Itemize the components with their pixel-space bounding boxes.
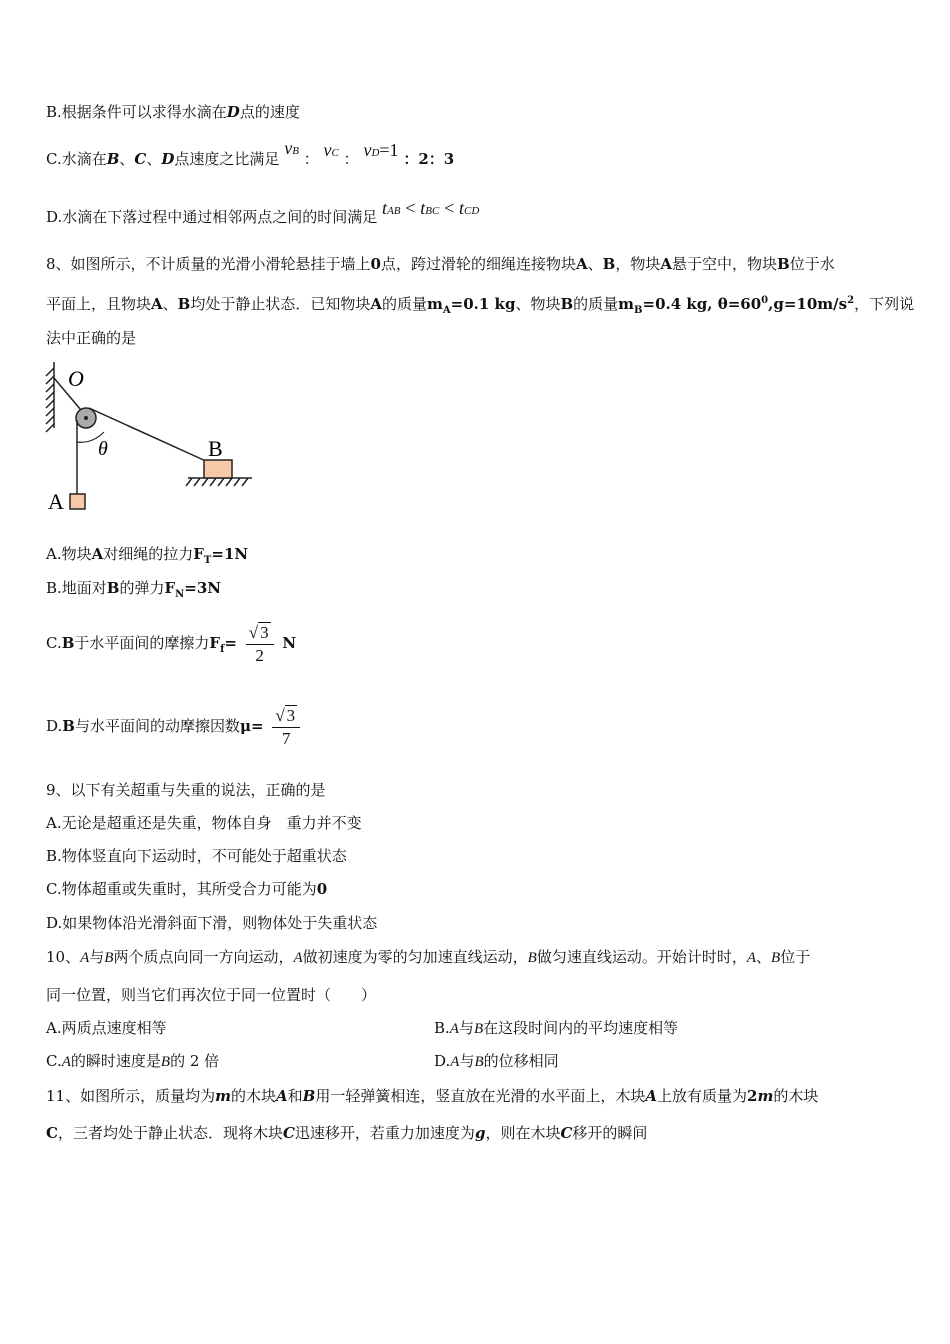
wall xyxy=(46,362,54,432)
q10-var: B xyxy=(771,950,781,966)
q11-var: C xyxy=(282,1124,295,1142)
vb-symbol: v xyxy=(284,138,293,158)
fraction-sqrt3-over-7 xyxy=(272,705,300,750)
q11-var: A xyxy=(275,1087,288,1105)
q8-option-c xyxy=(46,615,296,678)
q10-var: A xyxy=(293,950,303,966)
q11-text: 用一轻弹簧相连，竖直放在光滑的水平面上，木块 xyxy=(315,1087,646,1105)
q10-var: A xyxy=(450,1054,460,1070)
sqrt-symbol: √ 3 xyxy=(275,705,296,725)
q8-opt-text: A.物块 xyxy=(46,545,92,563)
q11-text: 的木块 xyxy=(773,1087,819,1105)
t-symbol: t xyxy=(459,198,465,218)
q8-text: 平面上，且物块 xyxy=(46,295,152,313)
q8-text: 、 xyxy=(587,255,603,273)
q7-colon: ： xyxy=(303,150,319,168)
q7-colon: ： xyxy=(343,150,359,168)
q10-opt-text: 在这段时间内的平均速度相等 xyxy=(483,1019,679,1037)
q11-bold: C xyxy=(46,1124,58,1142)
q10-var: B xyxy=(474,1054,484,1070)
q8-option-d xyxy=(46,698,304,754)
q8-stem-line2 xyxy=(46,291,914,321)
q7-option-b xyxy=(46,102,300,122)
q9-option-d xyxy=(46,913,377,933)
q8-opt-text: C. xyxy=(46,634,62,652)
q8-opt-bold: F xyxy=(164,579,176,597)
q11-text: ，则在木块 xyxy=(485,1124,561,1142)
q8-text: 均处于静止状态．已知物块 xyxy=(190,295,371,313)
q8-mass-a: m xyxy=(427,295,443,313)
q10-var: A xyxy=(80,950,90,966)
q8-opt-bold: = xyxy=(224,634,237,652)
q11-text: 和 xyxy=(287,1087,303,1105)
label-a: A xyxy=(48,489,64,514)
q8-text: 、 xyxy=(162,295,178,313)
q10-stem-line2 xyxy=(46,985,376,1005)
q10-opt-text: 与 xyxy=(458,1019,474,1037)
t-symbol: t xyxy=(382,198,388,218)
q8-sub: B xyxy=(634,305,643,316)
q9-stem xyxy=(46,780,326,800)
q8-option-a xyxy=(46,544,248,571)
q8-opt-sub: N xyxy=(175,589,185,600)
q8-text: 的质量 xyxy=(382,295,428,313)
q8-opt-unit: N xyxy=(282,634,297,652)
q8-bold: B xyxy=(602,255,616,273)
ground xyxy=(186,478,252,486)
q8-opt-bold: μ= xyxy=(239,717,264,735)
q10-text: 、 xyxy=(756,948,772,966)
pulley-axle xyxy=(84,416,88,420)
q8-text: 点，跨过滑轮的细绳连接物块 xyxy=(380,255,576,273)
q7-option-c-mid: 点速度之比满足 xyxy=(174,150,280,168)
q8-opt-bold: B xyxy=(62,717,75,735)
q7-velocity-ratio xyxy=(284,140,304,158)
q8-gravity: ,g=10m/s xyxy=(768,295,848,313)
q10-var: A xyxy=(746,950,757,966)
q11-var: m xyxy=(215,1087,231,1105)
q10-text: 两个质点向同一方向运动， xyxy=(113,948,294,966)
q8-opt-bold: F xyxy=(209,634,221,652)
q7-sep: 、 xyxy=(119,150,135,168)
q10-option-b xyxy=(434,1018,678,1039)
q10-opt-text: 的瞬时速度是 xyxy=(70,1052,161,1070)
q8-opt-sub: f xyxy=(220,644,225,655)
q8-sup: 2 xyxy=(847,295,855,306)
q7-vd xyxy=(363,142,403,160)
q10-opt-text: 的 2 倍 xyxy=(170,1052,220,1070)
q7-option-c-pre: C.水滴在 xyxy=(46,150,107,168)
q10-text: 同一位置，则当它们再次位于同一位置时（ ） xyxy=(46,986,377,1004)
q7-point-d: D xyxy=(161,150,175,168)
q10-var: B xyxy=(527,950,537,966)
q10-text: 位于 xyxy=(780,948,811,966)
t-symbol: t xyxy=(420,198,426,218)
q8-text: ，物块 xyxy=(615,255,661,273)
q11-text: 迅速移开，若重力加速度为 xyxy=(294,1124,475,1142)
q8-bold: B xyxy=(777,255,790,273)
q11-stem-line1 xyxy=(46,1086,818,1106)
sqrt-symbol: √ 3 xyxy=(248,622,269,642)
q9-opt-text: C.物体超重或失重时，其所受合力可能为 xyxy=(46,880,317,898)
q10-opt-text: D. xyxy=(434,1052,451,1070)
q7-vc xyxy=(324,142,344,160)
q11-text: ，三者均处于静止状态．现将木块 xyxy=(57,1124,283,1142)
q8-option-b xyxy=(46,578,221,605)
q8-opt-bold: =3N xyxy=(184,579,222,597)
q9-stem-text: 9、以下有关超重与失重的说法，正确的是 xyxy=(46,781,326,799)
q8-opt-text: 的弹力 xyxy=(119,579,165,597)
q9-option-b xyxy=(46,846,347,866)
q10-stem-line1 xyxy=(46,947,810,968)
q11-var: A xyxy=(645,1087,657,1105)
q8-opt-sub: T xyxy=(203,555,212,566)
q7-option-b-tail: 点的速度 xyxy=(239,103,300,121)
q8-bold: B xyxy=(560,295,574,313)
q8-sup: 0 xyxy=(761,295,769,306)
vd-sub: D xyxy=(371,147,380,159)
q11-var: m xyxy=(757,1087,774,1105)
q9-opt-bold: 0 xyxy=(316,880,328,898)
lt-sign: < xyxy=(444,198,455,218)
q7-option-d xyxy=(46,198,480,229)
t-sub: BC xyxy=(425,205,440,217)
q7-option-c xyxy=(46,138,455,171)
t-sub: CD xyxy=(464,205,480,217)
vd-symbol: v xyxy=(363,140,372,160)
q8-opt-text: 对细绳的拉力 xyxy=(103,545,194,563)
q10-option-c xyxy=(46,1051,219,1072)
label-theta: θ xyxy=(98,438,108,460)
block-a xyxy=(70,494,85,509)
q10-opt-text: C. xyxy=(46,1052,62,1070)
vd-eq: =1 xyxy=(379,140,399,160)
q8-mass-b: m xyxy=(618,295,635,313)
q10-opt-text: 与 xyxy=(459,1052,475,1070)
q8-opt-bold: F xyxy=(193,545,204,563)
q8-opt-bold: =1N xyxy=(211,545,249,563)
q11-var: B xyxy=(302,1087,316,1105)
fraction-sqrt3-over-2 xyxy=(246,622,274,667)
q10-var: B xyxy=(160,1054,171,1070)
vb-sub: B xyxy=(292,145,299,157)
q11-text: 移开的瞬间 xyxy=(572,1124,648,1142)
q8-bold: A xyxy=(370,295,383,313)
q8-text: 悬于空中，物块 xyxy=(672,255,778,273)
vc-symbol: v xyxy=(323,140,332,160)
label-o: O xyxy=(68,366,84,391)
q8-pulley-figure xyxy=(40,360,270,520)
t-sub: AB xyxy=(387,205,401,217)
q7-option-b-text: B.根据条件可以求得水滴在 xyxy=(46,103,227,121)
q9-option-c xyxy=(46,879,327,899)
q8-text: ，下列说 xyxy=(854,295,915,313)
radicand: 3 xyxy=(286,705,296,725)
block-b xyxy=(204,460,232,478)
q11-stem-line2 xyxy=(46,1123,647,1143)
q11-text: 上放有质量为 xyxy=(656,1087,747,1105)
q7-point-b: B xyxy=(106,150,120,168)
vc-sub: C xyxy=(331,147,339,159)
q8-bold: A xyxy=(660,255,672,273)
q8-bold: A xyxy=(576,255,588,273)
q8-sub: A xyxy=(442,305,451,316)
q10-text: 做初速度为零的匀加速直线运动， xyxy=(302,948,528,966)
q8-mass-b-val: =0.4 kg, θ=60 xyxy=(642,295,762,313)
q10-var: A xyxy=(61,1054,71,1070)
q9-opt-text: D.如果物体沿光滑斜面下滑，则物体处于失重状态 xyxy=(46,914,378,932)
q8-text: 的质量 xyxy=(573,295,619,313)
q7-option-c-tail: ：2：3 xyxy=(403,150,455,168)
q9-option-a xyxy=(46,813,362,833)
q11-text: 11、如图所示，质量均为 xyxy=(46,1087,216,1105)
q7-option-b-point: D xyxy=(226,103,240,121)
q10-text: 做匀速直线运动。开始计时时， xyxy=(536,948,747,966)
q9-opt-text: A.无论是超重还是失重，物体自身 重力并不变 xyxy=(46,814,362,832)
q10-var: B xyxy=(104,950,114,966)
q10-text: 与 xyxy=(89,948,105,966)
q8-mass-a-val: =0.1 kg xyxy=(450,295,516,313)
q8-bold: 0 xyxy=(370,255,381,273)
q10-option-d xyxy=(434,1051,559,1072)
q8-opt-text: 与水平面间的动摩擦因数 xyxy=(74,717,240,735)
q8-opt-text: D. xyxy=(46,717,63,735)
q7-sep: 、 xyxy=(146,150,162,168)
label-b: B xyxy=(208,436,223,461)
q10-var: B xyxy=(473,1021,484,1037)
q8-text: 位于水 xyxy=(789,255,835,273)
q11-bold: 2 xyxy=(747,1087,758,1105)
q8-text: 法中正确的是 xyxy=(46,329,137,347)
q8-opt-bold: B xyxy=(106,579,120,597)
q11-var: g xyxy=(474,1124,486,1142)
q8-text: 8、如图所示，不计质量的光滑小滑轮悬挂于墙上 xyxy=(46,255,371,273)
q11-text: 的木块 xyxy=(230,1087,276,1105)
q10-var: A xyxy=(449,1021,459,1037)
q10-option-a xyxy=(46,1018,167,1038)
q8-opt-text: 于水平面间的摩擦力 xyxy=(74,634,210,652)
q10-opt-text: 的位移相同 xyxy=(483,1052,559,1070)
q10-opt-text: A.两质点速度相等 xyxy=(46,1019,167,1037)
q8-opt-bold: A xyxy=(91,545,104,563)
lt-sign: < xyxy=(405,198,416,218)
q8-stem-line1 xyxy=(46,254,835,274)
q7-point-c: C xyxy=(134,150,147,168)
denominator: 7 xyxy=(281,728,291,748)
q11-var: C xyxy=(560,1124,573,1142)
denominator: 2 xyxy=(255,645,264,665)
q10-text: 10、 xyxy=(46,948,81,966)
q7-option-d-pre: D.水滴在下落过程中通过相邻两点之间的时间满足 xyxy=(46,208,378,226)
radicand: 3 xyxy=(260,622,269,642)
q7-time-inequality xyxy=(382,200,479,218)
q8-bold: A xyxy=(151,295,163,313)
q10-opt-text: B. xyxy=(434,1019,450,1037)
q8-stem-line3 xyxy=(46,328,136,348)
q8-opt-bold: B xyxy=(61,634,75,652)
q8-bold: B xyxy=(177,295,191,313)
q9-opt-text: B.物体竖直向下运动时，不可能处于超重状态 xyxy=(46,847,347,865)
q8-opt-text: B.地面对 xyxy=(46,579,107,597)
q8-text: 、物块 xyxy=(515,295,561,313)
